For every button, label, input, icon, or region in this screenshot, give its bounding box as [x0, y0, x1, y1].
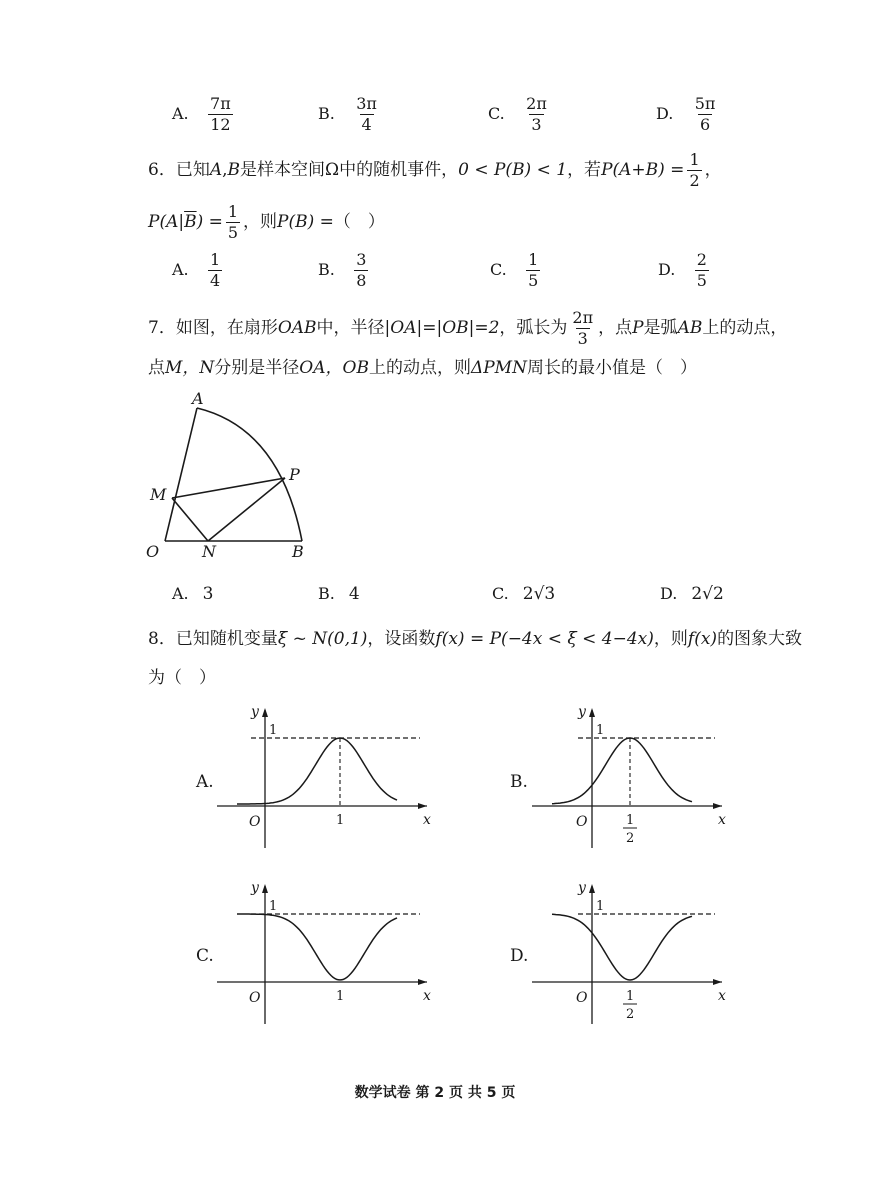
q5-option-d: D. $\frac{5\pi}{6}$ — [656, 94, 716, 134]
tick-numerator: 1 — [626, 813, 635, 828]
y-value-one-label: 1 — [596, 899, 605, 914]
q8-graph-b-label: B. — [510, 772, 528, 792]
y-axis-arrow — [262, 884, 268, 893]
origin-label: O — [249, 814, 261, 830]
q8-line2: 为（ ） — [148, 668, 216, 688]
tick-label: 1 — [336, 813, 345, 828]
x-axis-label: x — [718, 812, 726, 828]
q8-graph-c — [215, 876, 445, 1026]
segment-mp — [172, 478, 285, 498]
label-a: A — [192, 389, 204, 408]
segment-mn — [172, 498, 208, 541]
q7-line2: 点M，N分别是半径OA，OB上的动点，则ΔPMN周长的最小值是（ ） — [148, 358, 697, 378]
y-axis-label: y — [251, 704, 259, 720]
q5-option-a: A. $\frac{7\pi}{12}$ — [172, 94, 231, 134]
y-axis-arrow — [589, 884, 595, 893]
q7-line1: 7．如图，在扇形OAB中，半径|OA|=|OB|=2，弧长为 $\frac{2\pi}{3}$ ，点P是弧AB上的动点， — [148, 308, 788, 348]
q6-line2: $P(A|\overline{B})$ = $\frac{1}{5}$ ，则P(B) =（ ） — [148, 202, 385, 242]
q5-option-c: C. $\frac{2\pi}{3}$ — [488, 94, 547, 134]
q6-line1: 6．已知A,B是样本空间Ω中的随机事件，0 < P(B) < 1，若P(A+B) = $\frac{1}{2}$ ， — [148, 150, 722, 190]
label-p: P — [289, 465, 300, 484]
function-curve — [237, 738, 397, 804]
origin-label: O — [576, 814, 588, 830]
tick-label: 1 — [336, 989, 345, 1004]
q7-option-c: C. 2√3 — [492, 584, 556, 604]
y-value-one-label: 1 — [596, 723, 605, 738]
function-curve — [552, 914, 692, 980]
label-n: N — [202, 542, 216, 561]
x-axis-label: x — [423, 988, 431, 1004]
tick-numerator: 1 — [626, 989, 635, 1004]
q8-graph-d-label: D. — [510, 946, 529, 966]
tick-denominator: 2 — [626, 831, 635, 846]
q7-option-b: B. 4 — [318, 584, 360, 604]
y-axis-label: y — [578, 704, 586, 720]
q8-graph-a-label: A. — [196, 772, 214, 792]
q8-line1: 8．已知随机变量ξ ~ N(0,1)，设函数f(x) = P(−4x < ξ < 4−4x)，则f(x)的图象大致 — [148, 629, 803, 649]
y-axis-label: y — [578, 880, 586, 896]
x-axis-arrow — [418, 979, 427, 985]
y-value-one-label: 1 — [269, 723, 278, 738]
segment-np — [208, 478, 285, 541]
y-axis-arrow — [589, 708, 595, 717]
q8-graph-b — [530, 700, 740, 850]
label-m: M — [150, 485, 167, 504]
q8-graph-c-label: C. — [196, 946, 214, 966]
function-curve — [237, 914, 397, 980]
x-axis-arrow — [713, 979, 722, 985]
x-axis-label: x — [718, 988, 726, 1004]
arc-ab — [197, 408, 302, 541]
page-footer: 数学试卷 第 2 页 共 5 页 — [354, 1085, 516, 1101]
x-axis-arrow — [713, 803, 722, 809]
q8-graph-d — [530, 876, 740, 1026]
q7-option-a: A. 3 — [172, 584, 214, 604]
origin-label: O — [249, 990, 261, 1006]
tick-denominator: 2 — [626, 1007, 635, 1022]
q6-option-d: D. $\frac{2}{5}$ — [658, 250, 707, 290]
x-axis-label: x — [423, 812, 431, 828]
y-value-one-label: 1 — [269, 899, 278, 914]
y-axis-label: y — [251, 880, 259, 896]
y-axis-arrow — [262, 708, 268, 717]
label-b: B — [292, 542, 304, 561]
q8-graph-a — [215, 700, 445, 850]
function-curve — [552, 738, 692, 804]
q6-option-b: B. $\frac{3}{8}$ — [318, 250, 367, 290]
q5-option-b: B. $\frac{3\pi}{4}$ — [318, 94, 377, 134]
q7-option-d: D. 2√2 — [660, 584, 724, 604]
x-axis-arrow — [418, 803, 427, 809]
q6-option-c: C. $\frac{1}{5}$ — [490, 250, 539, 290]
label-o: O — [146, 542, 160, 561]
q7-sector-figure — [140, 388, 340, 568]
q6-option-a: A. $\frac{1}{4}$ — [172, 250, 221, 290]
origin-label: O — [576, 990, 588, 1006]
